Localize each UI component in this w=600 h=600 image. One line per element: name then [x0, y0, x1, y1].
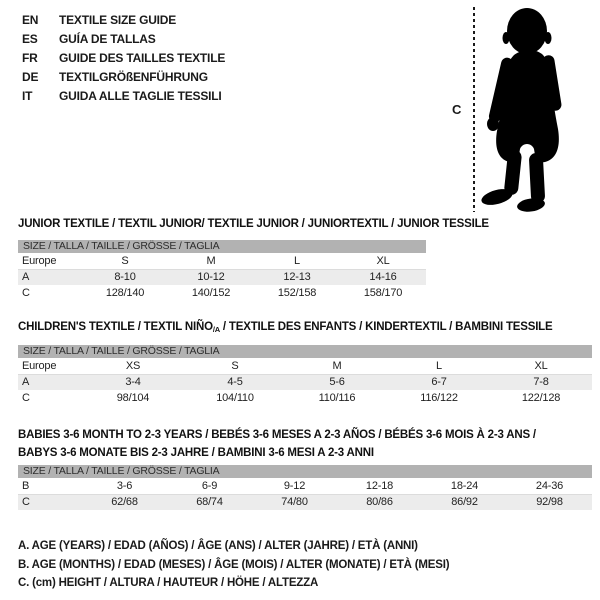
cell: 3-6	[116, 480, 133, 492]
cell: 74/80	[281, 496, 308, 508]
cell: 140/152	[191, 287, 231, 299]
row-label: C	[22, 392, 30, 404]
cell: 9-12	[283, 480, 306, 492]
language-label: TEXTILE SIZE GUIDE	[59, 13, 177, 27]
row-label: C	[22, 496, 30, 508]
language-list	[22, 11, 225, 106]
table-row	[18, 374, 592, 390]
cell: 12-13	[283, 271, 311, 283]
cell: 68/74	[196, 496, 223, 508]
language-code: DE	[22, 70, 39, 84]
legend-line: A. AGE (YEARS) / EDAD (AÑOS) / ÂGE (ANS) / ALTER (JAHRE) / ETÀ (ANNI)	[18, 540, 418, 552]
babies-size-table	[18, 465, 592, 510]
legend	[18, 537, 449, 593]
cell: 110/116	[318, 392, 356, 404]
cell: L	[294, 255, 300, 267]
row-label: A	[22, 271, 30, 283]
cell: 92/98	[536, 496, 563, 508]
language-code: EN	[22, 13, 39, 27]
cell: 116/122	[420, 392, 458, 404]
table-row	[18, 285, 426, 301]
cell: 3-4	[125, 376, 141, 388]
cell: 4-5	[227, 376, 243, 388]
language-row	[22, 87, 225, 106]
cell: 5-6	[329, 376, 345, 388]
cell: 86/92	[451, 496, 478, 508]
cell: 18-24	[450, 480, 479, 492]
language-label: GUÍA DE TALLAS	[59, 32, 156, 46]
legend-line: C. (cm) HEIGHT / ALTURA / HAUTEUR / HÖHE / ALTEZZA	[18, 577, 319, 589]
cell: XL	[376, 255, 390, 267]
cell: 122/128	[521, 392, 561, 404]
section-title-children-sub: /A	[212, 325, 220, 334]
row-label: Europe	[22, 255, 57, 267]
cell: XS	[125, 360, 141, 372]
cell: 104/110	[216, 392, 254, 404]
table-row	[18, 478, 592, 494]
size-header-bar: SIZE / TALLA / TAILLE / GRÖSSE / TAGLIA	[18, 240, 426, 253]
language-label: TEXTILGRÖßENFÜHRUNG	[59, 70, 208, 84]
row-label: B	[22, 480, 30, 492]
row-label: Europe	[22, 360, 57, 372]
cell: S	[231, 360, 239, 372]
cell: 158/170	[363, 287, 403, 299]
junior-size-table	[18, 240, 426, 301]
table-row	[18, 358, 592, 374]
language-code: ES	[22, 32, 38, 46]
size-header-bar: SIZE / TALLA / TAILLE / GRÖSSE / TAGLIA	[18, 465, 592, 478]
height-dashed-line	[473, 7, 475, 212]
section-title-junior: JUNIOR TEXTILE / TEXTIL JUNIOR/ TEXTILE JUNIOR / JUNIORTEXTIL / JUNIOR TESSILE	[18, 218, 489, 230]
section-title-babies-line2: BABYS 3-6 MONATE BIS 2-3 JAHRE / BAMBINI 3-6 MESI A 2-3 ANNI	[18, 447, 374, 459]
language-label: GUIDE DES TAILLES TEXTILE	[59, 51, 226, 65]
section-title-babies	[18, 426, 590, 462]
cell: 6-7	[431, 376, 447, 388]
cell: 6-9	[201, 480, 218, 492]
cell: 152/158	[277, 287, 317, 299]
legend-line: B. AGE (MONTHS) / EDAD (MESES) / ÂGE (MOIS) / ALTER (MONATE) / ETÀ (MESI)	[18, 558, 450, 571]
cell: 7-8	[533, 376, 549, 388]
cell: S	[121, 255, 129, 267]
cell: L	[436, 360, 442, 372]
table-row	[18, 390, 592, 406]
row-label: C	[22, 287, 30, 299]
children-size-table	[18, 345, 592, 406]
cell: M	[206, 255, 216, 267]
section-title-children-before: CHILDREN'S TEXTILE / TEXTIL NIÑO	[18, 321, 213, 333]
language-label: GUIDA ALLE TAGLIE TESSILI	[59, 89, 222, 103]
cell: 80/86	[366, 496, 393, 508]
cell: 98/104	[116, 392, 150, 404]
cell: 12-18	[365, 480, 394, 492]
cell: 10-12	[197, 271, 225, 283]
cell: 62/68	[111, 496, 138, 508]
row-label: A	[22, 376, 30, 388]
cell: 14-16	[369, 271, 397, 283]
table-row	[18, 494, 592, 510]
cell: 128/140	[105, 287, 145, 299]
cell: 24-36	[535, 480, 564, 492]
language-code: IT	[22, 89, 33, 103]
cell: 8-10	[114, 271, 136, 283]
section-title-children	[18, 318, 590, 337]
language-row	[22, 68, 225, 87]
language-row	[22, 11, 225, 30]
language-code: FR	[22, 51, 38, 65]
language-row	[22, 30, 225, 49]
table-row	[18, 269, 426, 285]
cell: M	[332, 360, 342, 372]
baby-silhouette-icon	[480, 5, 575, 213]
section-title-babies-line1: BABIES 3-6 MONTH TO 2-3 YEARS / BEBÉS 3-6 MESES A 2-3 AÑOS / BÉBÉS 3-6 MOIS À 2-3 ANS /	[18, 429, 536, 441]
size-header-bar: SIZE / TALLA / TAILLE / GRÖSSE / TAGLIA	[18, 345, 592, 358]
section-title-children-after: / TEXTILE DES ENFANTS / KINDERTEXTIL / BAMBINI TESSILE	[219, 321, 553, 333]
table-row	[18, 253, 426, 269]
cell: XL	[534, 360, 548, 372]
language-row	[22, 49, 225, 68]
height-label-c: C	[452, 102, 462, 117]
